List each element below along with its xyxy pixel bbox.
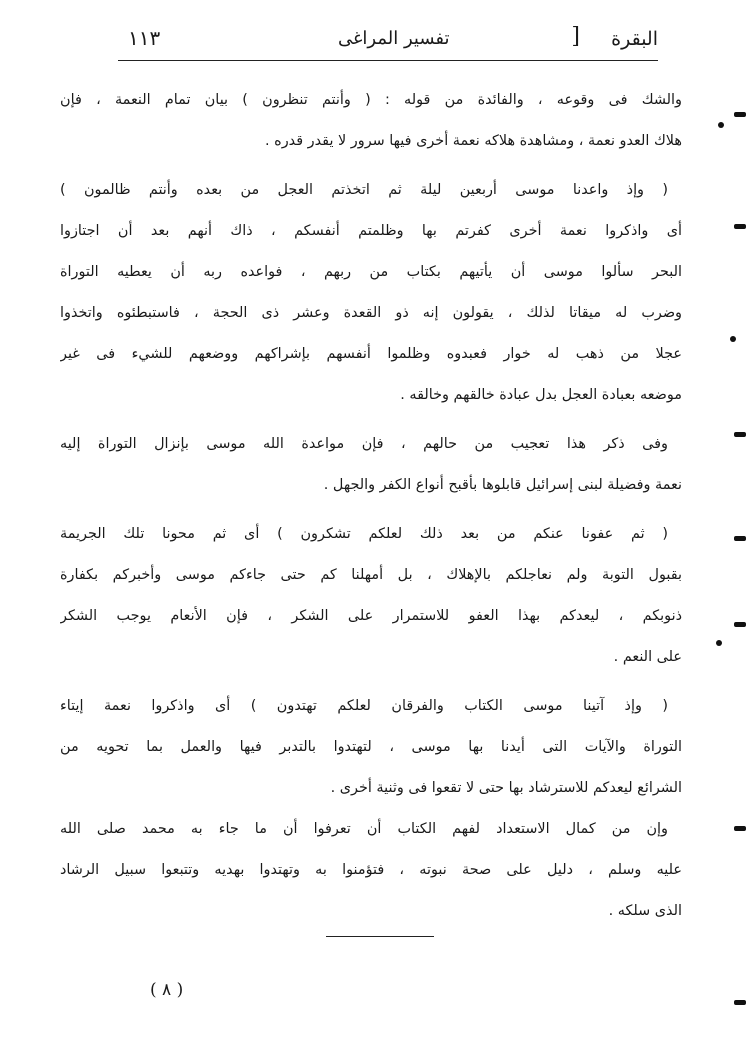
- running-header: [118, 22, 658, 61]
- ink-speck: [716, 640, 722, 646]
- text-line: ( ثم عفونا عنكم من بعد ذلك لعلكم تشكرون ) أى ثم محونا تلك الجريمة: [60, 526, 668, 542]
- text-line: وإن من كمال الاستعداد لفهم الكتاب أن تعرفوا أن ما جاء به محمد صلى الله: [60, 821, 668, 837]
- text-line: الشرائع ليعدكم للاسترشاد بها حتى لا تقعوا فى وثنية أخرى .: [330, 780, 682, 796]
- text-line: عجلا من ذهب له خوار فعبدوه وظلموا أنفسهم بإشراكهم ووضعهم للشيء فى غير: [60, 346, 682, 362]
- margin-mark: [734, 826, 746, 831]
- text-line: أى واذكروا نعمة أخرى كفرتم بها وظلمتم أنفسكم ، ذاك أنهم بعد أن اجتازوا: [60, 223, 682, 239]
- text-line: والشك فى وقوعه ، والفائدة من قوله : ( وأنتم تنظرون ) بيان تمام النعمة ، فإن: [60, 92, 682, 108]
- text-line: عليه وسلم ، دليل على صحة نبوته ، فتؤمنوا به وتهتدوا بهديه وتتبعوا سبيل الرشاد: [60, 862, 682, 878]
- ink-speck: [730, 336, 736, 342]
- paragraph-gap: [60, 678, 682, 686]
- text-line: ذنوبكم ، ليعدكم بهذا العفو للاستمرار على الشكر ، فإن الأنعام يوجب الشكر: [60, 608, 682, 624]
- text-line: ( وإذ واعدنا موسى أربعين ليلة ثم اتخذتم العجل من بعده وأنتم ظالمون ): [60, 182, 668, 198]
- footer-rule: [326, 936, 434, 937]
- text-line: ( وإذ آتينا موسى الكتاب والفرقان لعلكم تهتدون ) أى واذكروا نعمة إيتاء: [60, 698, 668, 714]
- text-line: هلاك العدو نعمة ، ومشاهدة هلاكه نعمة أخرى فيها سرور لا يقدر قدره .: [265, 133, 682, 149]
- body-text: [60, 80, 682, 932]
- text-line: وضرب له ميقاتا لذلك ، يقولون إنه ذو القعدة وعشر ذى الحجة ، فاستبطئوه واتخذوا: [60, 305, 682, 321]
- text-line: نعمة وفضيلة لبنى إسرائيل قابلوها بأقبح أنواع الكفر والجهل .: [323, 477, 682, 493]
- text-line: الذى سلكه .: [608, 903, 682, 919]
- margin-mark: [734, 112, 746, 117]
- paragraph-gap: [60, 506, 682, 514]
- text-line: التوراة والآيات التى أيدنا بها موسى ، لتهتدوا بالتدبر فيها والعمل بما تحويه من: [60, 739, 682, 755]
- text-line: البحر سألوا موسى أن يأتيهم بكتاب من ربهم ، فواعده ربه أن يعطيه التوراة: [60, 264, 682, 280]
- header-surah-name: البقرة: [611, 28, 658, 50]
- margin-mark: [734, 622, 746, 627]
- paragraph-gap: [60, 416, 682, 424]
- ink-speck: [718, 122, 724, 128]
- text-line: وفى ذكر هذا تعجيب من حالهم ، فإن مواعدة الله موسى بإنزال التوراة إليه: [60, 436, 668, 452]
- footer-page-marker: ( ٨ ): [150, 980, 184, 1000]
- text-line: موضعه بعبادة العجل بدل عبادة خالقهم وخالقه .: [400, 387, 682, 403]
- paragraph-gap: [60, 162, 682, 170]
- text-line: بقبول التوبة ولم نعاجلكم بالإهلاك ، بل أمهلنا كم حتى جاءكم موسى وأخبركم بكفارة: [60, 567, 682, 583]
- margin-mark: [734, 224, 746, 229]
- margin-mark: [734, 432, 746, 437]
- text-line: على النعم .: [613, 649, 682, 665]
- header-book-title: تفسير المراغى: [338, 28, 450, 49]
- header-bracket: ]: [571, 24, 580, 49]
- margin-mark: [734, 536, 746, 541]
- margin-mark: [734, 1000, 746, 1005]
- header-page-number: ١١٣: [128, 26, 161, 50]
